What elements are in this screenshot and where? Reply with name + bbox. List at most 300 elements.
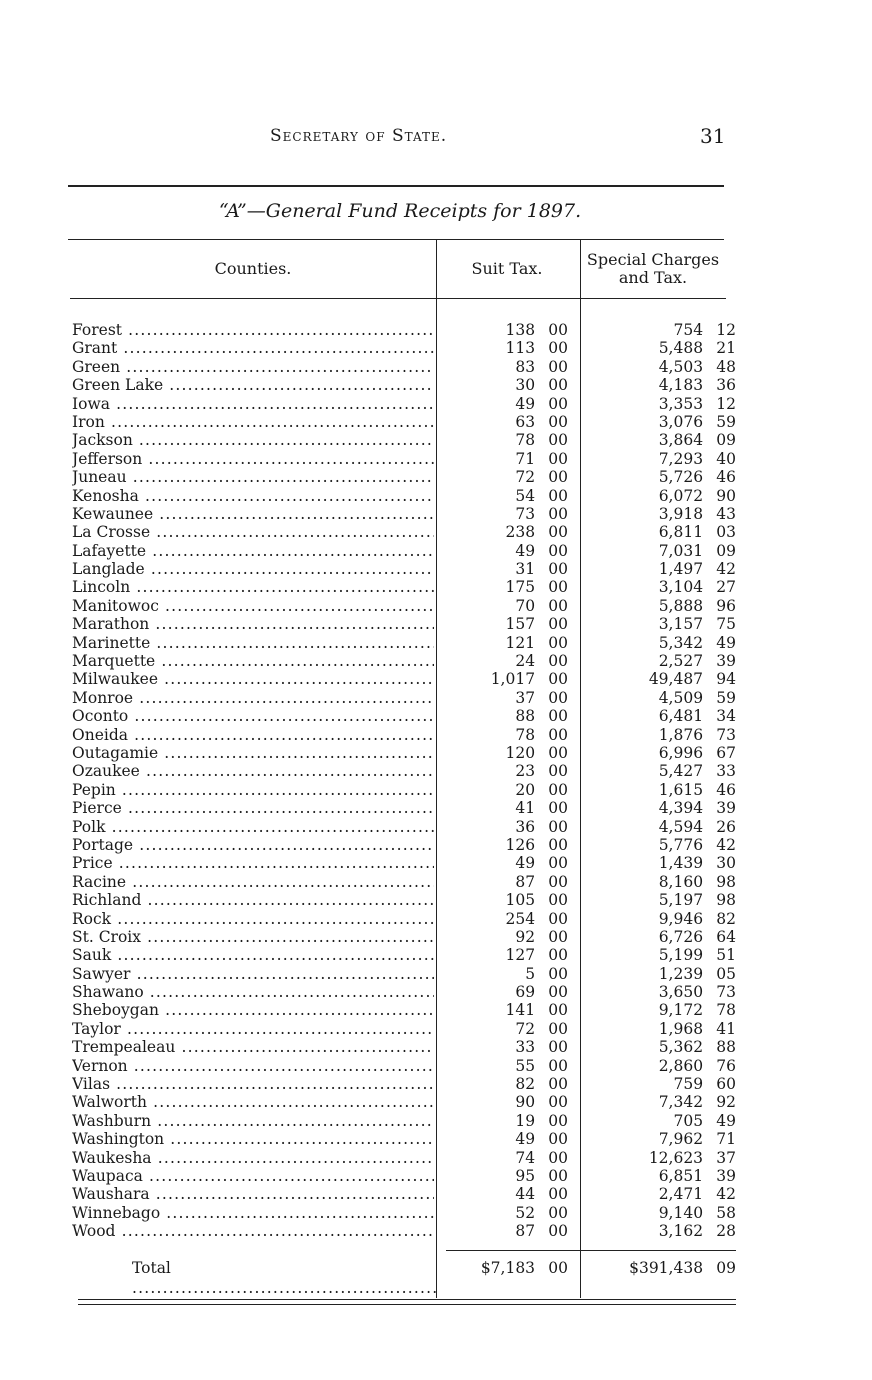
special-cents: 40 xyxy=(716,449,736,468)
special-dollars: 2,471 xyxy=(658,1185,704,1204)
special-dollars: 5,888 xyxy=(658,596,704,615)
suit-cents: 00 xyxy=(548,1075,568,1094)
special-cents: 73 xyxy=(716,725,736,744)
county-name: Iron ..... xyxy=(72,413,434,431)
special-cents: 94 xyxy=(716,670,736,689)
suit-dollars: 33 xyxy=(515,1038,536,1057)
suit-dollars: 19 xyxy=(515,1111,536,1130)
county-name: Taylor ..... xyxy=(72,1020,434,1038)
suit-tax xyxy=(442,1222,568,1240)
suit-dollars: 20 xyxy=(515,780,536,799)
county-name: Polk ..... xyxy=(72,818,434,836)
suit-cents: 00 xyxy=(548,743,568,762)
county-name: Green ..... xyxy=(72,358,434,376)
special-dollars: 1,439 xyxy=(658,854,704,873)
table-row xyxy=(72,321,742,339)
special-cents: 36 xyxy=(716,376,736,395)
special-dollars: 705 xyxy=(673,1111,704,1130)
suit-cents: 00 xyxy=(548,854,568,873)
suit-dollars: 36 xyxy=(515,817,536,836)
table-row xyxy=(72,1038,742,1056)
suit-dollars: 70 xyxy=(515,596,536,615)
table-row xyxy=(72,965,742,983)
special-cents: 12 xyxy=(716,394,736,413)
table-row xyxy=(72,1149,742,1167)
special-charges xyxy=(582,799,736,817)
table-row xyxy=(72,1222,742,1240)
table-row xyxy=(72,395,742,413)
suit-cents: 00 xyxy=(548,1222,568,1241)
suit-dollars: 31 xyxy=(515,560,536,579)
special-dollars: 5,488 xyxy=(658,339,704,358)
special-dollars: 759 xyxy=(673,1075,704,1094)
special-charges xyxy=(582,523,736,541)
suit-dollars: 92 xyxy=(515,927,536,946)
special-charges xyxy=(582,542,736,560)
suit-dollars: 74 xyxy=(515,1148,536,1167)
special-charges xyxy=(582,1093,736,1111)
county-name: Manitowoc ..... xyxy=(72,597,434,615)
county-name: Walworth ..... xyxy=(72,1093,434,1111)
header-counties: Counties. xyxy=(214,259,292,278)
special-dollars: 7,342 xyxy=(658,1093,704,1112)
suit-tax xyxy=(442,670,568,688)
special-cents: 88 xyxy=(716,1038,736,1057)
suit-cents: 00 xyxy=(548,1148,568,1167)
table-body xyxy=(72,321,742,1241)
suit-dollars: 141 xyxy=(505,1001,536,1020)
special-dollars: 1,497 xyxy=(658,560,704,579)
special-cents: 42 xyxy=(716,1185,736,1204)
county-name: Oconto ..... xyxy=(72,707,434,725)
table-row xyxy=(72,431,742,449)
table-row xyxy=(72,487,742,505)
header-suit-tax: Suit Tax. xyxy=(471,259,543,278)
special-charges xyxy=(582,1020,736,1038)
county-name: Waupaca ..... xyxy=(72,1167,434,1185)
suit-dollars: 90 xyxy=(515,1093,536,1112)
special-dollars: 3,076 xyxy=(658,412,704,431)
county-name: Outagamie ..... xyxy=(72,744,434,762)
special-charges xyxy=(582,1057,736,1075)
county-name: Vilas ..... xyxy=(72,1075,434,1093)
suit-tax xyxy=(442,505,568,523)
suit-cents: 00 xyxy=(548,431,568,450)
suit-tax xyxy=(442,578,568,596)
running-head-title: Secretary of State. xyxy=(270,126,448,146)
special-dollars: 7,031 xyxy=(658,541,704,560)
table-row xyxy=(72,1185,742,1203)
suit-dollars: 23 xyxy=(515,762,536,781)
special-dollars: 3,918 xyxy=(658,504,704,523)
special-cents: 34 xyxy=(716,707,736,726)
special-dollars: 3,650 xyxy=(658,983,704,1002)
suit-dollars: 113 xyxy=(505,339,536,358)
suit-tax xyxy=(442,1130,568,1148)
suit-cents: 00 xyxy=(548,1056,568,1075)
suit-tax xyxy=(442,799,568,817)
special-charges xyxy=(582,744,736,762)
special-cents: 46 xyxy=(716,780,736,799)
suit-tax xyxy=(442,615,568,633)
table-row xyxy=(72,689,742,707)
special-charges xyxy=(582,468,736,486)
suit-tax xyxy=(442,358,568,376)
special-cents: 76 xyxy=(716,1056,736,1075)
county-name: Ozaukee ..... xyxy=(72,762,434,780)
special-cents: 58 xyxy=(716,1203,736,1222)
county-name: Price ..... xyxy=(72,854,434,872)
suit-tax xyxy=(442,928,568,946)
suit-cents: 00 xyxy=(548,486,568,505)
special-charges xyxy=(582,1149,736,1167)
special-cents: 41 xyxy=(716,1019,736,1038)
suit-cents: 00 xyxy=(548,468,568,487)
table-row xyxy=(72,1020,742,1038)
special-cents: 64 xyxy=(716,927,736,946)
special-dollars: 5,726 xyxy=(658,468,704,487)
table-row xyxy=(72,818,742,836)
suit-cents: 00 xyxy=(548,670,568,689)
special-charges xyxy=(582,634,736,652)
special-dollars: 3,162 xyxy=(658,1222,704,1241)
suit-tax xyxy=(442,634,568,652)
county-name: Langlade ..... xyxy=(72,560,434,578)
special-dollars: 5,427 xyxy=(658,762,704,781)
table-row xyxy=(72,836,742,854)
table-row xyxy=(72,523,742,541)
suit-tax xyxy=(442,413,568,431)
table-row xyxy=(72,376,742,394)
county-name: Oneida ..... xyxy=(72,726,434,744)
table-row xyxy=(72,726,742,744)
special-dollars: 7,293 xyxy=(658,449,704,468)
special-charges xyxy=(582,1112,736,1130)
special-charges xyxy=(582,1001,736,1019)
suit-cents: 00 xyxy=(548,541,568,560)
special-dollars: 6,811 xyxy=(658,523,704,542)
table-row xyxy=(72,1204,742,1222)
special-charges xyxy=(582,652,736,670)
suit-dollars: 5 xyxy=(525,964,536,983)
suit-tax xyxy=(442,321,568,339)
suit-cents: 00 xyxy=(548,835,568,854)
suit-dollars: 72 xyxy=(515,468,536,487)
county-name: Kenosha ..... xyxy=(72,487,434,505)
suit-cents: 00 xyxy=(548,983,568,1002)
special-dollars: 5,197 xyxy=(658,891,704,910)
special-dollars: 5,342 xyxy=(658,633,704,652)
special-dollars: 5,362 xyxy=(658,1038,704,1057)
special-cents: 21 xyxy=(716,339,736,358)
suit-dollars: 63 xyxy=(515,412,536,431)
suit-tax xyxy=(442,762,568,780)
table-row xyxy=(72,597,742,615)
suit-cents: 00 xyxy=(548,780,568,799)
special-dollars: 4,509 xyxy=(658,688,704,707)
suit-tax xyxy=(442,781,568,799)
suit-dollars: 126 xyxy=(505,835,536,854)
special-charges xyxy=(582,1204,736,1222)
table-row xyxy=(72,1075,742,1093)
suit-cents: 00 xyxy=(548,376,568,395)
table-row xyxy=(72,578,742,596)
suit-tax xyxy=(442,560,568,578)
special-dollars: 8,160 xyxy=(658,872,704,891)
table-row xyxy=(72,781,742,799)
special-charges xyxy=(582,689,736,707)
special-cents: 05 xyxy=(716,964,736,983)
special-dollars: 9,946 xyxy=(658,909,704,928)
suit-dollars: 120 xyxy=(505,743,536,762)
special-cents: 39 xyxy=(716,799,736,818)
suit-tax xyxy=(442,1167,568,1185)
suit-dollars: 49 xyxy=(515,854,536,873)
special-charges xyxy=(582,560,736,578)
suit-cents: 00 xyxy=(548,1019,568,1038)
special-charges xyxy=(582,1222,736,1240)
county-name: Winnebago ..... xyxy=(72,1204,434,1222)
suit-tax xyxy=(442,1038,568,1056)
bottom-rule xyxy=(78,1299,736,1300)
table-row xyxy=(72,910,742,928)
suit-tax xyxy=(442,873,568,891)
suit-tax xyxy=(442,1001,568,1019)
special-cents: 48 xyxy=(716,357,736,376)
suit-cents: 00 xyxy=(548,817,568,836)
suit-cents: 00 xyxy=(548,596,568,615)
special-cents: 98 xyxy=(716,891,736,910)
suit-cents: 00 xyxy=(548,725,568,744)
suit-tax xyxy=(442,689,568,707)
bottom-rule xyxy=(78,1304,736,1305)
special-dollars: 5,199 xyxy=(658,946,704,965)
special-cents: 73 xyxy=(716,983,736,1002)
special-charges xyxy=(582,854,736,872)
suit-tax xyxy=(442,1204,568,1222)
special-dollars: 2,527 xyxy=(658,652,704,671)
county-name: Pierce ..... xyxy=(72,799,434,817)
special-dollars: 4,594 xyxy=(658,817,704,836)
suit-cents: 00 xyxy=(548,560,568,579)
special-cents: 96 xyxy=(716,596,736,615)
table-row xyxy=(72,707,742,725)
county-name: Monroe ..... xyxy=(72,689,434,707)
suit-dollars: 49 xyxy=(515,1130,536,1149)
special-cents: 49 xyxy=(716,1111,736,1130)
county-name: Pepin ..... xyxy=(72,781,434,799)
special-charges xyxy=(582,505,736,523)
table-row xyxy=(72,339,742,357)
suit-cents: 00 xyxy=(548,394,568,413)
suit-tax xyxy=(442,1112,568,1130)
special-charges xyxy=(582,762,736,780)
suit-cents: 00 xyxy=(548,946,568,965)
suit-tax xyxy=(442,1185,568,1203)
table-row xyxy=(72,873,742,891)
total-row xyxy=(72,1258,742,1278)
suit-tax xyxy=(442,487,568,505)
suit-dollars: 71 xyxy=(515,449,536,468)
suit-cents: 00 xyxy=(548,872,568,891)
suit-dollars: 49 xyxy=(515,541,536,560)
county-name: Grant ..... xyxy=(72,339,434,357)
suit-cents: 00 xyxy=(548,891,568,910)
county-name: Rock ..... xyxy=(72,910,434,928)
special-cents: 03 xyxy=(716,523,736,542)
suit-cents: 00 xyxy=(548,1093,568,1112)
suit-dollars: 54 xyxy=(515,486,536,505)
total-suit-cents: 00 xyxy=(548,1259,568,1277)
suit-tax xyxy=(442,376,568,394)
table-row xyxy=(72,468,742,486)
suit-cents: 00 xyxy=(548,1111,568,1130)
table-row xyxy=(72,560,742,578)
table-row xyxy=(72,983,742,1001)
suit-tax xyxy=(442,910,568,928)
suit-dollars: 1,017 xyxy=(490,670,536,689)
table-row xyxy=(72,1057,742,1075)
page-number: 31 xyxy=(700,124,726,148)
county-name: Waushara ..... xyxy=(72,1185,434,1203)
table-row xyxy=(72,652,742,670)
county-name: Jackson ..... xyxy=(72,431,434,449)
table-title: “A”—General Fund Receipts for 1897. xyxy=(218,200,582,222)
suit-tax xyxy=(442,542,568,560)
suit-dollars: 78 xyxy=(515,431,536,450)
county-name: Shawano ..... xyxy=(72,983,434,1001)
suit-cents: 00 xyxy=(548,688,568,707)
special-dollars: 3,864 xyxy=(658,431,704,450)
top-rule xyxy=(68,185,724,187)
suit-dollars: 69 xyxy=(515,983,536,1002)
special-cents: 09 xyxy=(716,541,736,560)
special-cents: 51 xyxy=(716,946,736,965)
table-row xyxy=(72,358,742,376)
special-charges xyxy=(582,836,736,854)
special-charges xyxy=(582,726,736,744)
special-cents: 71 xyxy=(716,1130,736,1149)
suit-cents: 00 xyxy=(548,707,568,726)
special-charges xyxy=(582,487,736,505)
total-label: Total ..... xyxy=(132,1258,438,1298)
special-cents: 39 xyxy=(716,1166,736,1185)
suit-cents: 00 xyxy=(548,927,568,946)
suit-dollars: 41 xyxy=(515,799,536,818)
suit-dollars: 49 xyxy=(515,394,536,413)
suit-tax xyxy=(442,744,568,762)
suit-dollars: 175 xyxy=(505,578,536,597)
special-charges xyxy=(582,983,736,1001)
special-dollars: 3,104 xyxy=(658,578,704,597)
special-dollars: 1,239 xyxy=(658,964,704,983)
special-cents: 39 xyxy=(716,652,736,671)
table-row xyxy=(72,615,742,633)
suit-cents: 00 xyxy=(548,1166,568,1185)
special-charges xyxy=(582,615,736,633)
special-dollars: 4,503 xyxy=(658,357,704,376)
special-cents: 30 xyxy=(716,854,736,873)
suit-dollars: 88 xyxy=(515,707,536,726)
special-charges xyxy=(582,873,736,891)
special-dollars: 6,851 xyxy=(658,1166,704,1185)
special-charges xyxy=(582,965,736,983)
suit-cents: 00 xyxy=(548,412,568,431)
county-name: Marinette ..... xyxy=(72,634,434,652)
suit-cents: 00 xyxy=(548,339,568,358)
special-dollars: 5,776 xyxy=(658,835,704,854)
table-row xyxy=(72,854,742,872)
special-cents: 59 xyxy=(716,688,736,707)
suit-cents: 00 xyxy=(548,909,568,928)
suit-tax xyxy=(442,468,568,486)
special-charges xyxy=(582,597,736,615)
suit-dollars: 78 xyxy=(515,725,536,744)
special-dollars: 3,157 xyxy=(658,615,704,634)
table-row xyxy=(72,891,742,909)
special-dollars: 9,172 xyxy=(658,1001,704,1020)
special-charges xyxy=(582,450,736,468)
suit-dollars: 95 xyxy=(515,1166,536,1185)
special-cents: 92 xyxy=(716,1093,736,1112)
county-name: St. Croix ..... xyxy=(72,928,434,946)
special-cents: 27 xyxy=(716,578,736,597)
special-charges xyxy=(582,1075,736,1093)
special-charges xyxy=(582,910,736,928)
special-charges xyxy=(582,946,736,964)
special-charges xyxy=(582,707,736,725)
special-dollars: 6,726 xyxy=(658,927,704,946)
total-special-dollars: $391,438 xyxy=(629,1259,704,1277)
county-name: Sawyer ..... xyxy=(72,965,434,983)
total-suit-dollars: $7,183 xyxy=(480,1259,536,1277)
special-dollars: 4,183 xyxy=(658,376,704,395)
total-rule xyxy=(446,1250,736,1251)
special-dollars: 6,996 xyxy=(658,743,704,762)
suit-dollars: 127 xyxy=(505,946,536,965)
special-cents: 42 xyxy=(716,560,736,579)
table-row xyxy=(72,762,742,780)
suit-tax xyxy=(442,836,568,854)
special-dollars: 9,140 xyxy=(658,1203,704,1222)
table-row xyxy=(72,1112,742,1130)
county-name: Racine ..... xyxy=(72,873,434,891)
county-name: Marathon ..... xyxy=(72,615,434,633)
suit-dollars: 37 xyxy=(515,688,536,707)
table-row xyxy=(72,1167,742,1185)
table-row xyxy=(72,799,742,817)
suit-tax xyxy=(442,1149,568,1167)
table-header xyxy=(70,240,726,299)
county-name: Portage ..... xyxy=(72,836,434,854)
county-name: Wood ..... xyxy=(72,1222,434,1240)
suit-tax xyxy=(442,597,568,615)
special-charges xyxy=(582,578,736,596)
special-charges xyxy=(582,781,736,799)
special-cents: 59 xyxy=(716,412,736,431)
special-cents: 98 xyxy=(716,872,736,891)
running-head xyxy=(0,126,872,150)
special-dollars: 49,487 xyxy=(648,670,704,689)
suit-cents: 00 xyxy=(548,762,568,781)
special-dollars: 6,072 xyxy=(658,486,704,505)
table-row xyxy=(72,634,742,652)
county-name: Lafayette ..... xyxy=(72,542,434,560)
suit-tax xyxy=(442,1075,568,1093)
suit-dollars: 157 xyxy=(505,615,536,634)
suit-cents: 00 xyxy=(548,578,568,597)
suit-cents: 00 xyxy=(548,449,568,468)
